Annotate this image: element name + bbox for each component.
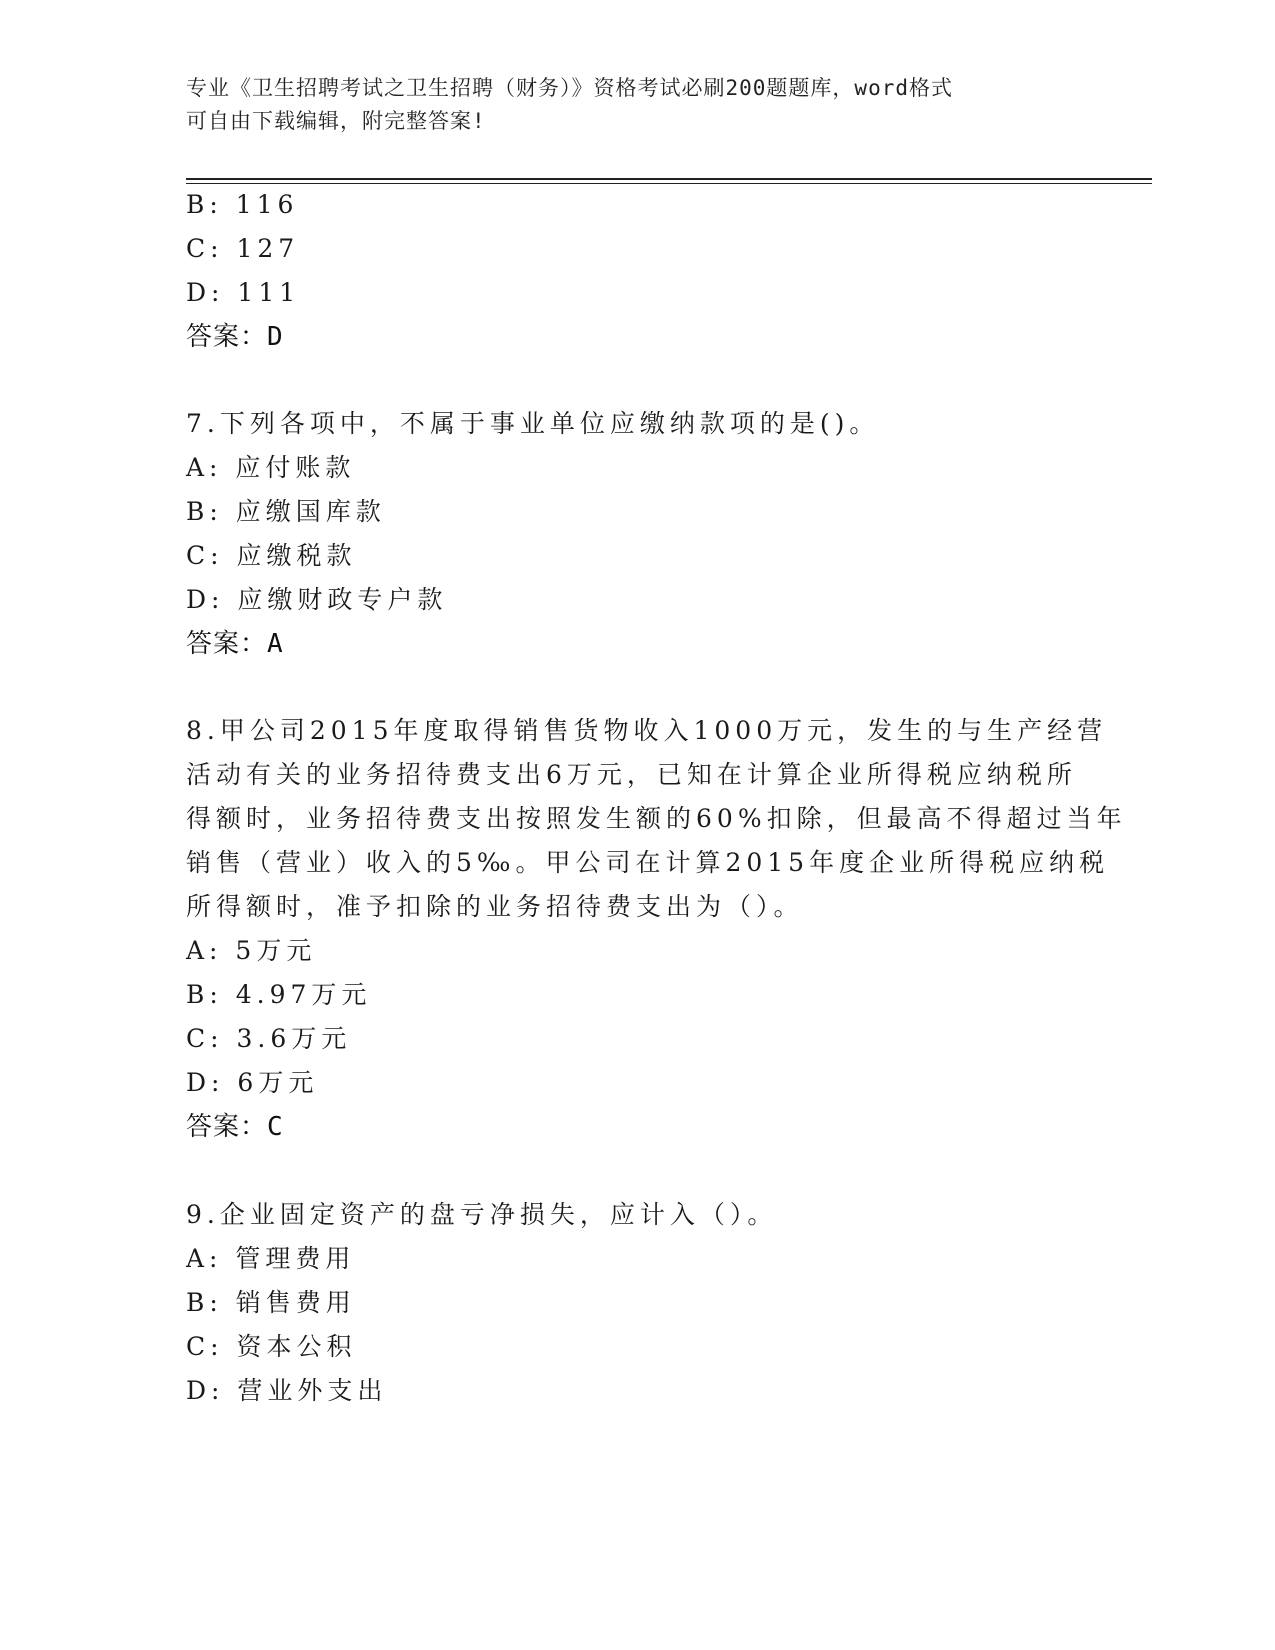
q9-option-d: D: 营业外支出 [186,1376,388,1405]
header-divider-thick [186,178,1152,180]
q8-option-c: C: 3.6万元 [186,1024,352,1053]
header-divider-thin [186,183,1152,184]
q8-option-d: D: 6万元 [186,1068,319,1097]
q6-option-d: D: 111 [186,278,301,307]
header-line-1: 专业《卫生招聘考试之卫生招聘（财务）》资格考试必刷200题题库，word格式 [186,76,953,100]
q8-option-b: B: 4.97万元 [186,980,372,1009]
q8-option-a: A: 5万元 [186,936,317,965]
q7-option-a: A: 应付账款 [186,453,356,482]
q8-question-line-2: 活动有关的业务招待费支出6万元，已知在计算企业所得税应纳税所 [186,760,1077,789]
q7-option-b: B: 应缴国库款 [186,497,386,526]
q8-question-line-1: 8.甲公司2015年度取得销售货物收入1000万元，发生的与生产经营 [186,716,1108,745]
q7-answer: 答案：A [186,629,284,659]
q6-option-b: B: 116 [186,190,299,219]
q7-question: 7.下列各项中，不属于事业单位应缴纳款项的是()。 [186,409,880,438]
q9-option-a: A: 管理费用 [186,1244,356,1273]
q6-option-c: C: 127 [186,234,300,263]
q8-question-line-3: 得额时，业务招待费支出按照发生额的60%扣除，但最高不得超过当年 [186,804,1127,833]
header-line-2: 可自由下载编辑，附完整答案! [186,109,486,133]
q8-question-line-5: 所得额时，准予扣除的业务招待费支出为（）。 [186,892,804,921]
q9-option-c: C: 资本公积 [186,1332,357,1361]
q8-question-line-4: 销售（营业）收入的5‰。甲公司在计算2015年度企业所得税应纳税 [186,848,1110,877]
q9-option-b: B: 销售费用 [186,1288,356,1317]
q8-answer: 答案：C [186,1112,284,1142]
q9-question: 9.企业固定资产的盘亏净损失，应计入（）。 [186,1200,778,1229]
q7-option-c: C: 应缴税款 [186,541,357,570]
q6-answer: 答案：D [186,322,284,352]
document-header [186,72,1086,138]
q7-option-d: D: 应缴财政专户款 [186,585,448,614]
